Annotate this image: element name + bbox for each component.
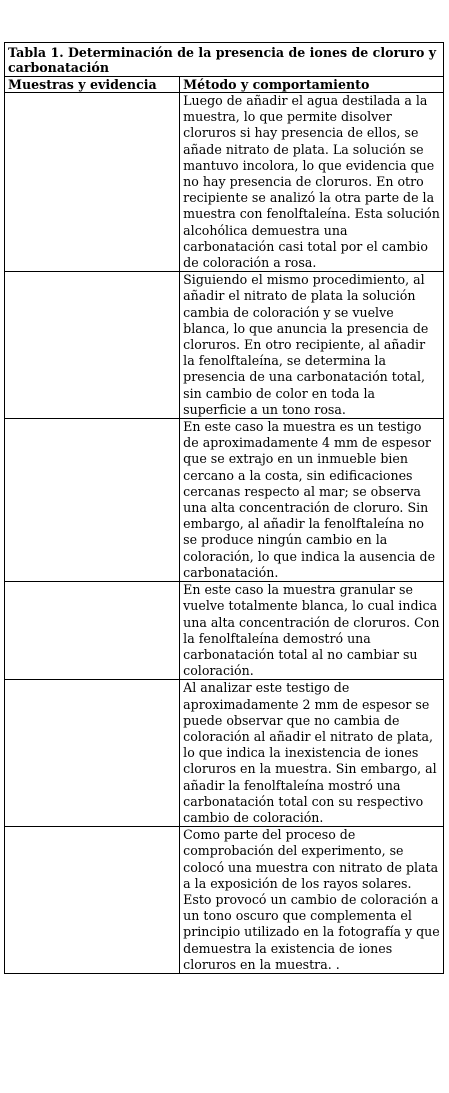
method-cell: Al analizar este testigo de aproximadamente 2 mm de espesor se puede observar que no cambia de coloración al añadir el nitrato de plata, lo que indica la inexistencia de iones cloruros en la muestra. Sin embargo, al añadir la fenolftaleína mostró una carbonatación total con su respectivo cambio de coloración. [180, 680, 444, 827]
table-row [5, 272, 444, 419]
sample-cell [5, 582, 180, 680]
sample-cell [5, 680, 180, 827]
sample-cell [5, 827, 180, 974]
document-table-container [4, 42, 444, 974]
table-row [5, 582, 444, 680]
sample-cell [5, 93, 180, 272]
method-cell: Como parte del proceso de comprobación del experimento, se colocó una muestra con nitrato de plata a la exposición de los rayos solares. Esto provocó un cambio de coloración a un tono oscuro que complementa el principio utilizado en la fotografía y que demuestra la existencia de iones cloruros en la muestra. . [180, 827, 444, 974]
header-method-behavior: Método y comportamiento [180, 77, 444, 93]
sample-cell [5, 272, 180, 419]
table-header-row [5, 77, 444, 93]
table-row [5, 827, 444, 974]
table-row [5, 419, 444, 582]
table-caption-row [5, 43, 444, 77]
method-cell: Siguiendo el mismo procedimiento, al añadir el nitrato de plata la solución cambia de coloración y se vuelve blanca, lo que anuncia la presencia de cloruros. En otro recipiente, al añadir la fenolftaleína, se determina la presencia de una carbonatación total, sin cambio de color en toda la superficie a un tono rosa. [180, 272, 444, 419]
table-caption: Tabla 1. Determinación de la presencia de iones de cloruro y carbonatación [5, 43, 444, 77]
sample-cell [5, 419, 180, 582]
table-row [5, 93, 444, 272]
results-table [4, 42, 444, 974]
table-row [5, 680, 444, 827]
header-samples-evidence: Muestras y evidencia [5, 77, 180, 93]
method-cell: En este caso la muestra granular se vuelve totalmente blanca, lo cual indica una alta concentración de cloruros. Con la fenolftaleína demostró una carbonatación total al no cambiar su coloración. [180, 582, 444, 680]
method-cell: Luego de añadir el agua destilada a la muestra, lo que permite disolver cloruros si hay presencia de ellos, se añade nitrato de plata. La solución se mantuvo incolora, lo que evidencia que no hay presencia de cloruros. En otro recipiente se analizó la otra parte de la muestra con fenolftaleína. Esta solución alcohólica demuestra una carbonatación casi total por el cambio de coloración a rosa. [180, 93, 444, 272]
method-cell: En este caso la muestra es un testigo de aproximadamente 4 mm de espesor que se extrajo en un inmueble bien cercano a la costa, sin edificaciones cercanas respecto al mar; se observa una alta concentración de cloruro. Sin embargo, al añadir la fenolftaleína no se produce ningún cambio en la coloración, lo que indica la ausencia de carbonatación. [180, 419, 444, 582]
